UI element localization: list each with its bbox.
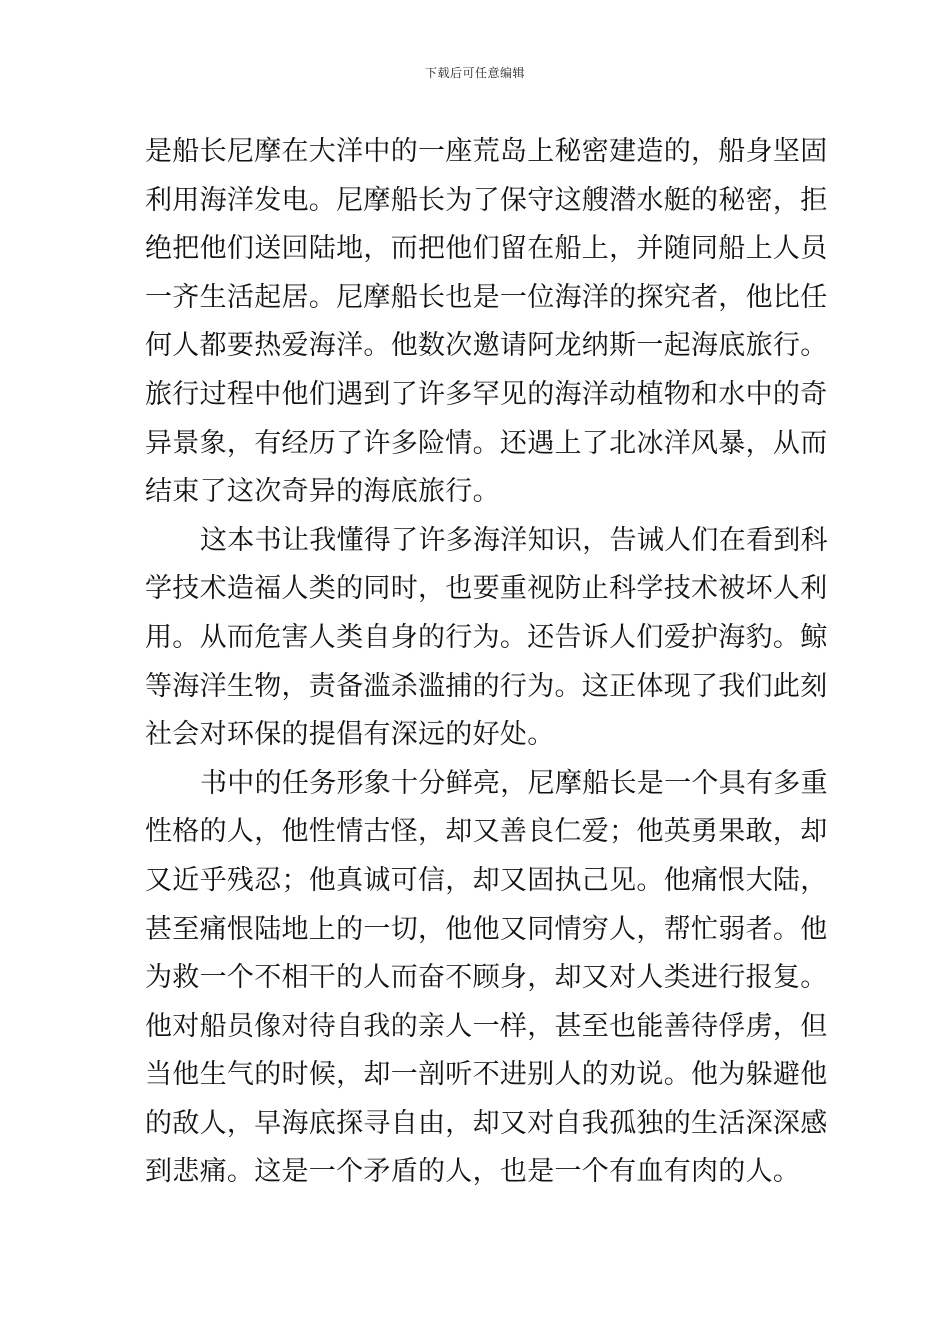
paragraph-start-line: 书中的任务形象十分鲜亮，尼摩船长是一个具有多重 xyxy=(200,767,828,799)
text-line: 结束了这次奇异的海底旅行。 xyxy=(145,476,500,508)
text-line: 利用海洋发电。尼摩船长为了保守这艘潜水艇的秘密，拒 xyxy=(145,184,828,216)
text-line: 学技术造福人类的同时，也要重视防止科学技术被坏人利 xyxy=(145,573,828,605)
text-line: 性格的人，他性情古怪，却又善良仁爱；他英勇果敢，却 xyxy=(145,816,828,848)
text-line: 何人都要热爱海洋。他数次邀请阿龙纳斯一起海底旅行。 xyxy=(145,330,828,362)
text-line: 异景象，有经历了许多险情。还遇上了北冰洋风暴，从而 xyxy=(145,427,828,459)
text-line: 社会对环保的提倡有深远的好处。 xyxy=(145,719,555,751)
text-line: 到悲痛。这是一个矛盾的人，也是一个有血有肉的人。 xyxy=(145,1156,801,1188)
body-text xyxy=(145,128,828,1197)
paragraph-start-line: 这本书让我懂得了许多海洋知识，告诫人们在看到科 xyxy=(200,524,828,556)
text-line: 为救一个不相干的人而奋不顾身，却又对人类进行报复。 xyxy=(145,962,828,994)
text-line: 的敌人，早海底探寻自由，却又对自我孤独的生活深深感 xyxy=(145,1107,828,1139)
text-line: 用。从而危害人类自身的行为。还告诉人们爱护海豹。鲸 xyxy=(145,621,828,653)
text-line: 旅行过程中他们遇到了许多罕见的海洋动植物和水中的奇 xyxy=(145,378,828,410)
text-line: 绝把他们送回陆地，而把他们留在船上，并随同船上人员 xyxy=(145,233,828,265)
text-line: 等海洋生物，责备滥杀滥捕的行为。这正体现了我们此刻 xyxy=(145,670,828,702)
text-line: 甚至痛恨陆地上的一切，他他又同情穷人，帮忙弱者。他 xyxy=(145,913,828,945)
text-line: 又近乎残忍；他真诚可信，却又固执己见。他痛恨大陆， xyxy=(145,864,828,896)
text-line: 一齐生活起居。尼摩船长也是一位海洋的探究者，他比任 xyxy=(145,281,828,313)
text-line: 他对船员像对待自我的亲人一样，甚至也能善待俘虏，但 xyxy=(145,1010,828,1042)
text-line: 当他生气的时候，却一剖听不进别人的劝说。他为躲避他 xyxy=(145,1059,828,1091)
text-line: 是船长尼摩在大洋中的一座荒岛上秘密建造的，船身坚固 xyxy=(145,136,828,167)
page-header: 下载后可任意编辑 xyxy=(424,66,525,80)
